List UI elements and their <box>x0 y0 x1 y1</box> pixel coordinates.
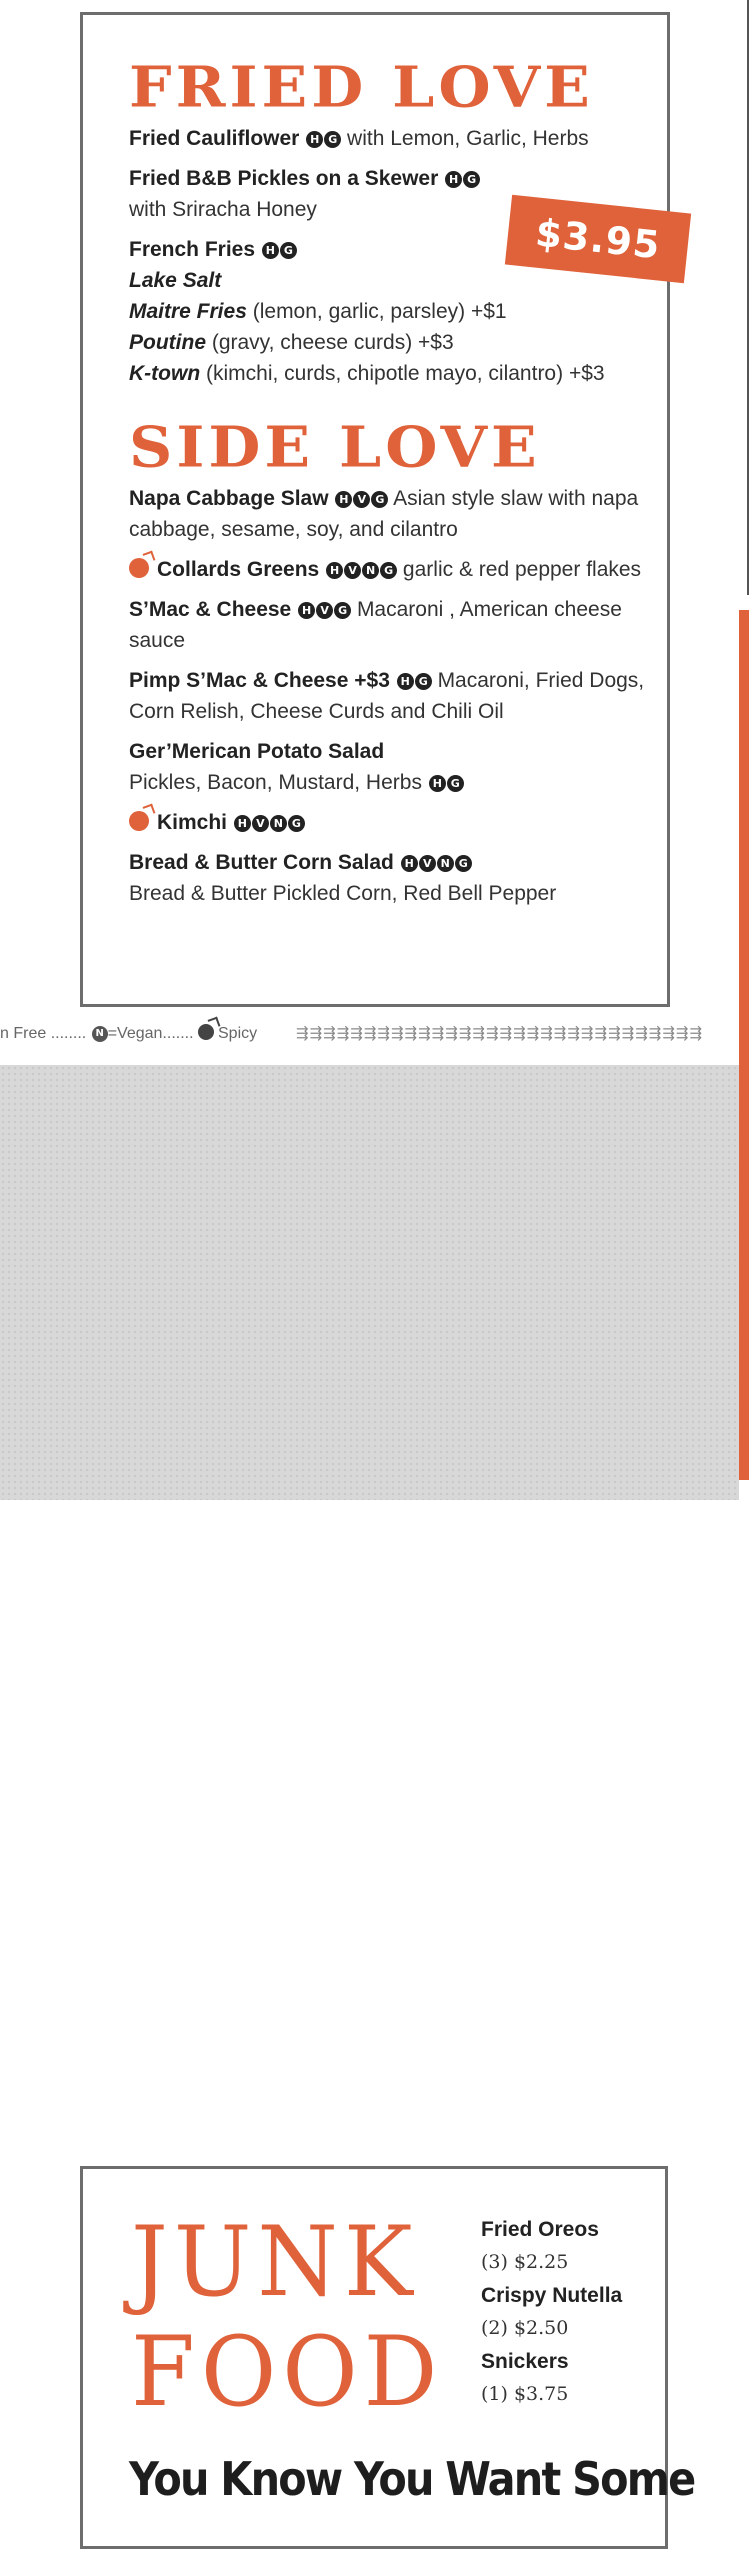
fry-option-desc: (kimchi, curds, chipotle mayo, cilantro) <box>200 362 569 385</box>
menu-item <box>129 123 659 154</box>
item-description: Macaroni , American cheese sauce <box>129 598 622 652</box>
item-name: Fried Cauliflower <box>129 127 300 150</box>
junk-item-name: Fried Oreos <box>481 2218 599 2241</box>
vegetarian-badge-icon: V <box>252 815 269 832</box>
item-description: with Sriracha Honey <box>129 198 317 221</box>
fry-option-desc: (gravy, cheese curds) <box>206 331 419 354</box>
junk-tagline: You Know You Want Some <box>129 2452 695 2506</box>
junk-item <box>481 2214 661 2278</box>
junk-food-band <box>0 1065 739 2506</box>
item-description: Pickles, Bacon, Mustard, Herbs <box>129 771 422 794</box>
gluten-free-badge-icon: G <box>371 491 388 508</box>
fried-side-menu-panel <box>80 12 670 1007</box>
menu-item <box>129 736 659 798</box>
junk-item-price: (3) $2.25 <box>481 2251 569 2273</box>
halal-badge-icon: H <box>445 171 462 188</box>
item-description: Asian style slaw with napa cabbage, sesame, soy, and cilantro <box>129 487 639 541</box>
halal-badge-icon: H <box>234 815 251 832</box>
fry-option-extra: +$1 <box>470 300 507 323</box>
junk-title-line1: JUNK <box>131 2205 419 2318</box>
halal-badge-icon: H <box>298 602 315 619</box>
menu-item <box>129 483 659 545</box>
halal-badge-icon: H <box>306 131 323 148</box>
item-name: Pimp S’Mac & Cheese +$3 <box>129 669 390 692</box>
halal-badge-icon: H <box>397 673 414 690</box>
fry-option-extra: +$3 <box>568 362 605 385</box>
item-name: Bread & Butter Corn Salad <box>129 851 394 874</box>
junk-item-price: (2) $2.50 <box>481 2317 569 2339</box>
arrow-pattern-decoration: ⇶⇶⇶⇶⇶⇶⇶⇶⇶⇶⇶⇶⇶⇶⇶⇶⇶⇶⇶⇶⇶⇶⇶⇶⇶⇶⇶⇶⇶⇶ <box>296 1025 704 1042</box>
spicy-bomb-icon <box>129 558 149 578</box>
item-name: Ger’Merican Potato Salad <box>129 740 385 763</box>
vegan-badge-icon: N <box>362 562 379 579</box>
item-name: Napa Cabbage Slaw <box>129 487 329 510</box>
halal-badge-icon: H <box>326 562 343 579</box>
side-love-heading: SIDE LOVE <box>129 415 541 481</box>
gluten-free-badge-icon: G <box>334 602 351 619</box>
gluten-free-badge-icon: G <box>288 815 305 832</box>
junk-items-list <box>481 2214 661 2412</box>
gluten-free-badge-icon: G <box>415 673 432 690</box>
junk-item <box>481 2346 661 2410</box>
menu-item <box>129 665 659 727</box>
gluten-free-badge-icon: G <box>463 171 480 188</box>
fry-option-name: Poutine <box>129 331 206 354</box>
fry-option-name: Maitre Fries <box>129 300 247 323</box>
menu-item <box>129 807 659 838</box>
fry-option-desc: (lemon, garlic, parsley) <box>246 300 471 323</box>
item-name: Kimchi <box>157 811 228 834</box>
item-description: Bread & Butter Pickled Corn, Red Bell Pepper <box>129 882 557 905</box>
item-description: with Lemon, Garlic, Herbs <box>347 127 589 150</box>
junk-item-name: Snickers <box>481 2350 569 2373</box>
vegan-badge-icon: N <box>270 815 287 832</box>
junk-item-price: (1) $3.75 <box>481 2383 569 2405</box>
halal-badge-icon: H <box>429 775 446 792</box>
junk-item-name: Crispy Nutella <box>481 2284 623 2307</box>
vegetarian-badge-icon: V <box>344 562 361 579</box>
fry-option-extra: +$3 <box>418 331 454 354</box>
menu-item <box>129 554 659 585</box>
gluten-free-badge-icon: G <box>380 562 397 579</box>
price-tag: $3.95 <box>505 195 691 283</box>
item-name: Fried B&B Pickles on a Skewer <box>129 167 439 190</box>
item-name: S’Mac & Cheese <box>129 598 292 621</box>
halal-badge-icon: H <box>335 491 352 508</box>
item-description: garlic & red pepper flakes <box>402 558 642 581</box>
item-name: Collards Greens <box>157 558 320 581</box>
menu-item <box>129 847 659 909</box>
halal-badge-icon: H <box>401 855 418 872</box>
spicy-bomb-icon <box>198 1024 214 1040</box>
side-items <box>129 483 659 918</box>
junk-title-line2: FOOD <box>131 2315 444 2428</box>
right-edge-rule <box>747 0 749 595</box>
menu-item <box>129 594 659 656</box>
halal-badge-icon: H <box>262 242 279 259</box>
vegan-badge-icon: N <box>92 1026 108 1042</box>
item-name: French Fries <box>129 238 256 261</box>
legend-gluten-free-text: n Free ........ <box>0 1025 87 1042</box>
legend-vegan-text: =Vegan....... <box>107 1025 194 1042</box>
fried-love-heading: FRIED LOVE <box>129 55 594 121</box>
fry-option-name: Lake Salt <box>129 269 222 292</box>
gluten-free-badge-icon: G <box>280 242 297 259</box>
gluten-free-badge-icon: G <box>324 131 341 148</box>
right-accent-bar <box>739 610 749 1480</box>
vegan-badge-icon: N <box>437 855 454 872</box>
legend-spicy-text: Spicy <box>218 1025 258 1042</box>
fry-option-name: K-town <box>129 362 201 385</box>
vegetarian-badge-icon: V <box>419 855 436 872</box>
vegetarian-badge-icon: V <box>316 602 333 619</box>
vegetarian-badge-icon: V <box>353 491 370 508</box>
gluten-free-badge-icon: G <box>447 775 464 792</box>
junk-item <box>481 2280 661 2344</box>
spicy-bomb-icon <box>129 811 149 831</box>
gluten-free-badge-icon: G <box>455 855 472 872</box>
dietary-legend <box>0 1022 300 1046</box>
junk-food-panel <box>80 2166 695 2549</box>
item-description: Macaroni, Fried Dogs, Corn Relish, Cheese Curds and Chili Oil <box>129 669 645 723</box>
